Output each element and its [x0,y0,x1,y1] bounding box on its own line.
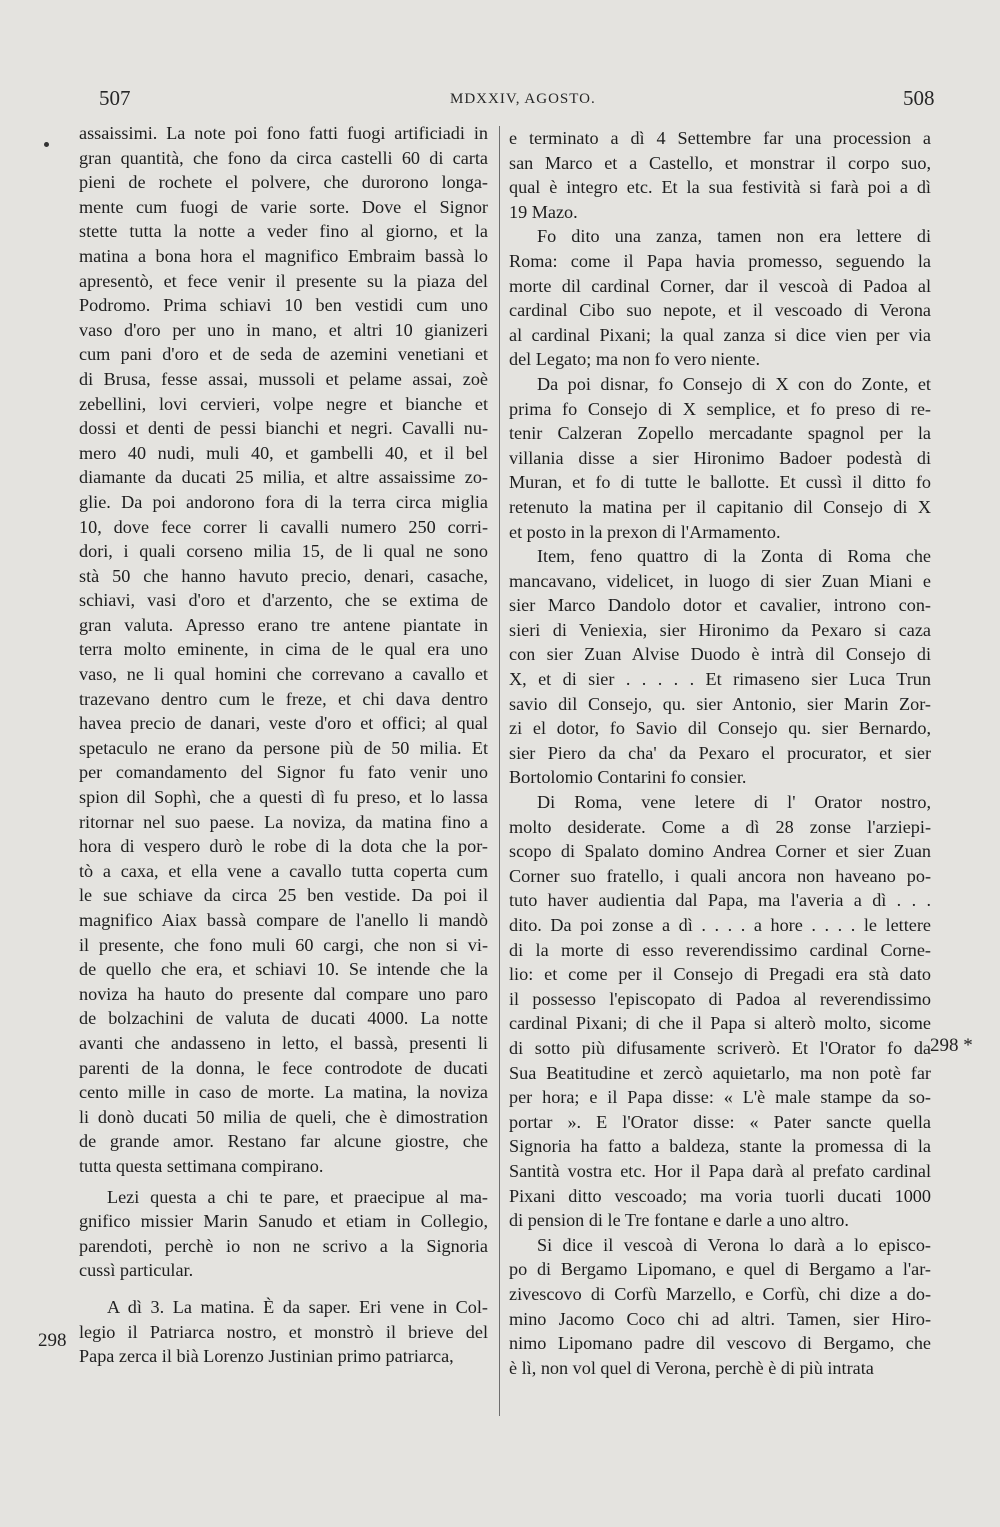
text-line: retenuto la matina per il capitanio dil Consejo di X [509,496,931,517]
text-line: sier Marco Dandolo dotor et cavalier, introno con- [509,595,931,616]
text-line: assaissimi. La note poi fono fatti fuogi artificiadi in [79,123,488,143]
text-line: sier Piero da cha' da Pexaro el procurator, et sier [509,742,931,763]
text-line: de quello che era, et schiavi 10. Se intende che la [79,959,488,980]
text-line: havea precio de danari, veste d'oro et offici; al qual [79,713,488,734]
text-line: tò a caxa, et ella vene a cavallo tutta coperta cum [79,860,488,881]
page-number-right: 508 [903,86,935,110]
text-line: stette tutta la notte a veder fino al giorno, et la [79,221,488,242]
column-divider [499,126,500,1416]
text-line: Corner suo fratello, i quali ancora non haveano po- [509,865,931,886]
text-line: apresentò, et fece venir il presente su la piaza del [79,270,488,291]
text-line: de bolzachini de valuta de ducati 4000. La notte [79,1008,488,1029]
text-line: cardinal Pixani; di che il Papa si alterò molto, sicome [509,1013,931,1034]
text-line: Papa zerca il bià Lorenzo Justinian primo patriarca, [79,1346,454,1367]
text-line: nimo Lipomano padre dil vescovo di Bergamo, che [509,1333,931,1354]
text-line: Fo dito una zanza, tamen non era lettere di [537,226,931,247]
text-line: hora di vespero durò le robe di la dota che la por- [79,836,488,857]
text-line: spion dil Sophì, che a questi dì fu preso, et lo lassa [79,787,488,808]
text-line: il presente, che fono muli 60 cargi, che non si vi- [79,934,488,955]
text-line: prima fo Consejo di X semplice, et fo preso di re- [509,398,931,419]
text-line: Podromo. Prima schiavi 10 ben vestidi cum uno [79,295,488,316]
text-line: Da poi disnar, fo Consejo di X con do Zonte, et [537,373,931,394]
text-line: parendoti, perchè io non ne scrivo a la Signoria [79,1235,488,1256]
text-line: cardinal Cibo suo nepote, et il vescoado di Verona [509,300,931,321]
text-line: è lì, non vol quel di Verona, perchè è di più intrata [509,1357,874,1378]
running-head: MDXXIV, AGOSTO. [450,91,596,107]
text-line: scopo di Spalato domino Andrea Corner et sier Zuan [509,841,931,862]
text-line: de grande amor. Restano far alcune giostre, che [79,1131,488,1152]
text-line: glie. Da poi andorono fora di la terra circa miglia [79,491,488,512]
text-line: cento mille in caso de morte. La matina, la noviza [79,1082,488,1103]
text-line: mente cum fuogi de varie sorte. Dove el Signor [79,196,488,217]
text-line: A dì 3. La matina. È da saper. Eri vene in Col- [107,1296,488,1317]
text-line: per hora; e il Papa disse: « L'è male stampe da so- [509,1087,931,1108]
text-line: con sier Zuan Alvise Duodo è intrà dil Consejo di [509,644,931,665]
text-line: e terminato a dì 4 Settembre far una procession a [509,128,931,148]
margin-note-left: 298 [38,1330,67,1351]
text-line: del Legato; ma non fo vero niente. [509,349,761,370]
text-line: di la morte di esso reverendissimo cardinal Corne- [509,939,931,960]
text-line: tutta questa settimana compirano. [79,1155,324,1176]
text-line: matina a bona hora el magnifico Embraim bassà lo [79,245,488,266]
text-line: parenti de la donna, le fece controdote de ducati [79,1057,488,1078]
text-line: stà 50 che hanno havuto precio, denari, casache, [79,565,488,586]
text-line: zebellini, lovi cervieri, volpe negre et bianche et [79,393,488,414]
text-line: dori, i quali corseno milia 15, de li qual ne sono [79,541,488,562]
text-line: tenir Calzeran Zopello mercadante spagnol per la [509,423,931,444]
text-line: molto desiderate. Come a dì 28 zonse l'arziepi- [509,816,931,837]
text-line: Roma: come il Papa havia promesso, seguendo la [509,250,931,271]
text-line: sieri di Veniexia, sier Hironimo da Pexaro si caza [509,619,931,640]
left-text-column [79,121,488,1369]
text-line: cum pani d'oro et de seda de azemini venetiani et [79,344,488,365]
text-line: avanti che andasseno in letto, el bassà, presenti li [79,1032,488,1053]
text-line: dossi et denti de pessi bianchi et negri. Cavalli nu- [79,418,488,439]
text-line: vaso d'oro per uno in mano, et altri 10 gianizeri [79,319,488,340]
text-line: per comandamento del Signor fu fato venir uno [79,762,488,783]
text-line: pieni de rochete el polvere, che durorono longa- [79,172,488,193]
text-line: po di Bergamo Lipomano, e quel di Bergamo a l'ar- [509,1259,931,1280]
text-line: diamante da ducati 25 milia, et altre assaissime zo- [79,467,488,488]
text-line: legio il Patriarca nostro, et monstrò il brieve del [79,1321,488,1342]
margin-note-right: 298 * [930,1035,973,1056]
text-line: lio: et come per il Consejo di Pregadi era stà dato [509,964,931,985]
text-line: terra molto eminente, in cima de le qual era uno [79,639,488,660]
text-line: vaso, ne li qual homini che correvano a cavallo et [79,664,488,685]
text-line: Signoria ha fatto a baldeza, stante la promessa di la [509,1136,931,1157]
text-line: il possesso l'episcopato di Padoa al reverendissimo [509,988,931,1009]
text-line: X, et di sier . . . . . Et rimaseno sier Luca Trun [509,669,931,690]
text-line: di sotto più difusamente scriverò. Et l'Orator fo da [509,1037,931,1058]
text-line: le sue schiave da circa 25 ben vestide. Da poi il [79,885,488,906]
text-line: schiavi, vasi d'oro et d'arzento, che se extima de [79,590,488,611]
text-line: Muran, et fo di tutte le ballotte. Et cussì il ditto fo [509,472,931,493]
text-line: zi el dotor, fo Savio dil Consejo qu. sier Bernardo, [509,718,931,739]
text-line: noviza ha hauto do presente dal compare uno paro [79,983,488,1004]
text-line: gran quantità, che fono da circa castelli 60 di carta [79,147,488,168]
text-line: li donò ducati 50 milia de queli, che è dimostration [79,1106,488,1127]
text-line: dito. Da poi zonse a dì . . . . a hore . . . . le lettere [509,915,931,935]
text-line: spetaculo ne erano da persone più de 50 milia. Et [79,737,488,758]
text-line: 10, dove fece correr li cavalli numero 250 corri- [79,516,488,537]
right-text-column [509,126,931,1380]
text-line: mero 40 nudi, muli 40, et gambelli 40, et il bel [79,442,488,463]
text-line: portar ». E l'Orator disse: « Pater sancte quella [509,1111,931,1132]
text-line: cussì particular. [79,1260,194,1281]
text-line: Lezi questa a chi te pare, et praecipue al ma- [107,1186,488,1207]
text-line: qual è integro etc. Et la sua festività si farà poi a dì [509,177,931,198]
text-line: gran valuta. Apresso erano tre antene piantate in [79,614,488,635]
text-line: mino Jacomo Coco chi ad altri. Tamen, sier Hiro- [509,1308,931,1329]
text-line: san Marco et a Castello, et monstrar il corpo suo, [509,152,931,173]
text-line: Bortolomio Contarini fo consier. [509,767,747,788]
text-line: 19 Mazo. [509,201,578,222]
text-line: villania disse a sier Hironimo Badoer podestà di [509,447,931,468]
text-line: savio dil Consejo, qu. sier Antonio, sier Marin Zor- [509,693,931,714]
text-line: morte dil cardinal Corner, dar il vescoà di Padoa al [509,275,931,296]
text-line: et posto in la prexon di l'Armamento. [509,521,781,542]
text-line: Santità vostra etc. Hor il Papa darà al prefato cardinal [509,1160,931,1181]
text-line: Item, feno quattro di la Zonta di Roma che [537,546,931,567]
text-line: tuto haver audientia dal Papa, ma l'averia a dì . . . [509,890,931,911]
page-number-left: 507 [99,86,131,110]
text-line: Pixani ditto vescoado; ma voria tuorli ducati 1000 [509,1185,931,1206]
text-line: Di Roma, vene letere di l' Orator nostro, [537,792,931,813]
text-line: trazevano dentro cum le freze, et chi dava dentro [79,688,488,709]
text-line: di Brusa, fesse assai, mussoli et pelame assai, zoè [79,368,488,389]
text-line: Si dice il vescoà di Verona lo darà a lo episco- [537,1234,931,1255]
text-line: magnifico Aiax bassà compare de l'anello li mandò [79,910,488,930]
text-line: di pension di le Tre fontane e darle a uno altro. [509,1210,849,1231]
margin-dot-mark [44,142,49,147]
text-line: zivescovo di Corfù Marzello, e Corfù, chi dize a do- [509,1283,931,1304]
text-line: al cardinal Pixani; la qual zanza si dice vien per via [509,324,931,345]
text-line: gnifico missier Marin Sanudo et etiam in Collegio, [79,1211,488,1232]
text-line: Sua Beatitudine et zercò aquietarlo, ma non potè far [509,1062,931,1083]
text-line: ritornar nel suo paese. La noviza, da matina fino a [79,811,488,832]
text-line: mancavano, videlicet, in luogo di sier Zuan Miani e [509,570,931,591]
